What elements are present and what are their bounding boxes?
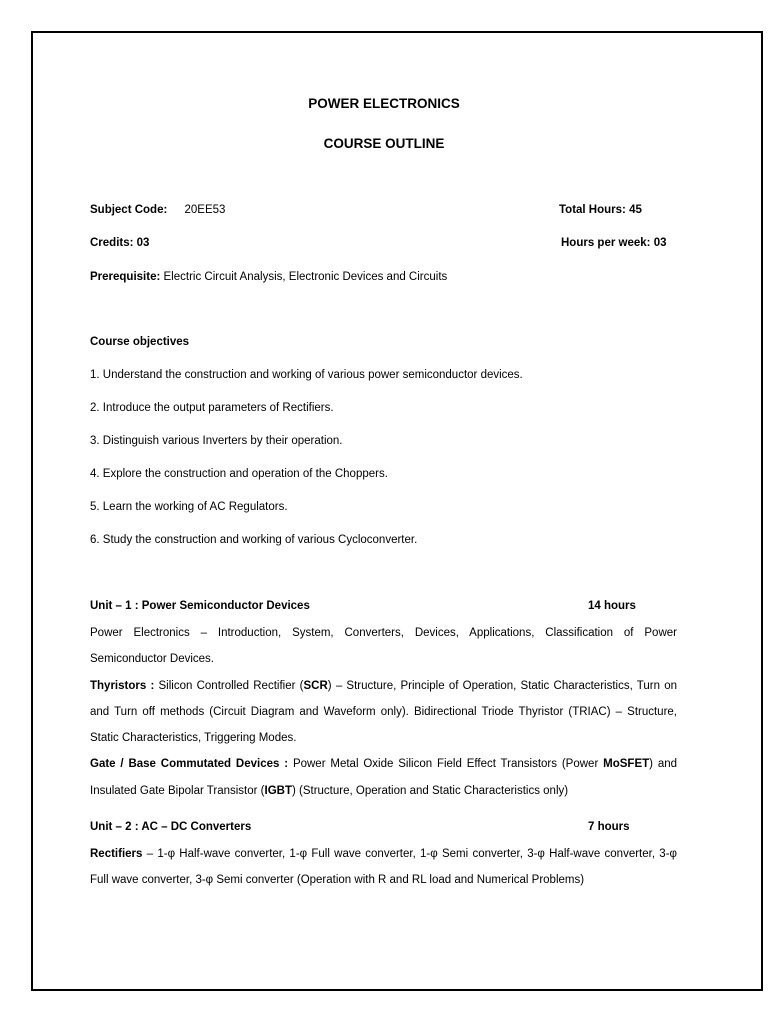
objective-item: 4. Explore the construction and operation of the Choppers. (90, 468, 388, 480)
credits-value: 03 (136, 237, 150, 249)
gate-text: ) and Insulated Gate Bipolar Transistor ( (90, 758, 678, 797)
total-hours-value: 45 (629, 204, 642, 216)
gate-text: ) (Structure, Operation and Static Characteristics only) (291, 784, 569, 797)
unit1-intro: Power Electronics – Introduction, System, Converters, Devices, Applications, Classification of Power Semiconductor Devices. (90, 627, 677, 666)
subject-code-label: Subject Code: (90, 204, 168, 216)
rectifiers-text: – 1-φ Half-wave converter, 1-φ Full wave converter, 1-φ Semi converter, 3-φ Half-wave converter, 3-φ Full wave converter, 3-φ Semi converter (Operation with R and RL load and Numerical Problems) (90, 848, 677, 887)
prerequisite (90, 271, 447, 283)
unit2-heading: Unit – 2 : AC – DC Converters (90, 821, 252, 833)
hours-per-week (561, 237, 666, 249)
objective-item: 2. Introduce the output parameters of Rectifiers. (90, 402, 334, 414)
hours-per-week-label: Hours per week: (561, 237, 651, 249)
thyristors-label: Thyristors : (90, 679, 155, 692)
subject-code (90, 204, 225, 216)
igbt-term: IGBT (264, 784, 292, 797)
credits (90, 237, 149, 249)
gate-text: Power Metal Oxide Silicon Field Effect Transistors (Power (292, 758, 599, 771)
objective-item: 6. Study the construction and working of various Cycloconverter. (90, 534, 418, 546)
gate-label: Gate / Base Commutated Devices : (90, 758, 289, 771)
thyristors-text: ) – Structure, Principle of Operation, Static Characteristics, Turn on and Turn off methods (Circuit Diagram and Waveform only). Bidirectional Triode Thyristor (TRIAC) – Structure, Static Characteristics, Triggering Modes. (90, 679, 678, 745)
unit1-thyristors (90, 673, 677, 752)
total-hours-label: Total Hours: (559, 204, 626, 216)
scr-term: SCR (303, 679, 328, 692)
document-title: POWER ELECTRONICS (308, 96, 460, 111)
unit2-rectifiers (90, 841, 677, 894)
hours-per-week-value: 03 (653, 237, 667, 249)
objective-item: 5. Learn the working of AC Regulators. (90, 501, 288, 513)
unit2-hours: 7 hours (588, 821, 630, 833)
objective-item: 1. Understand the construction and working of various power semiconductor devices. (90, 369, 523, 381)
total-hours (559, 204, 642, 216)
thyristors-text: Silicon Controlled Rectifier ( (158, 679, 304, 692)
mosfet-term: MoSFET (603, 758, 650, 771)
unit1-heading: Unit – 1 : Power Semiconductor Devices (90, 600, 310, 612)
credits-label: Credits: (90, 237, 134, 249)
objective-item: 3. Distinguish various Inverters by their operation. (90, 435, 343, 447)
unit1-body (90, 620, 677, 804)
prerequisite-value: Electric Circuit Analysis, Electronic Devices and Circuits (163, 271, 448, 283)
unit1-gate (90, 751, 677, 804)
subject-code-value: 20EE53 (184, 204, 226, 216)
prerequisite-label: Prerequisite: (90, 271, 161, 283)
document-subtitle: COURSE OUTLINE (323, 136, 445, 151)
unit2-body (90, 841, 677, 894)
unit1-hours: 14 hours (588, 600, 636, 612)
rectifiers-label: Rectifiers (90, 848, 143, 860)
objectives-heading: Course objectives (90, 336, 190, 348)
